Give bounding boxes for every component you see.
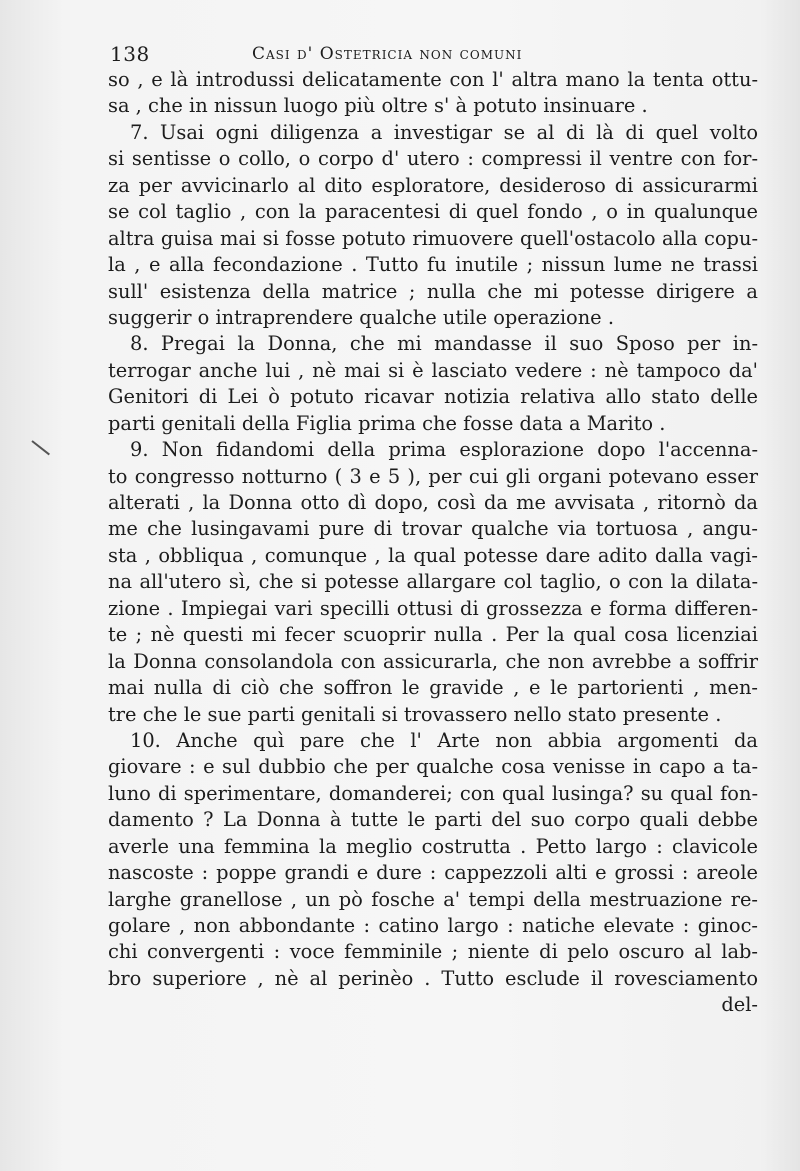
text-line: to congresso notturno ( 3 e 5 ), per cui gli organi potevano esser [108, 464, 758, 488]
text-line: 7. Usai ogni diligenza a investigar se al di là di quel volto [130, 120, 758, 144]
margin-mark [31, 440, 50, 455]
text-line: nascoste : poppe grandi e dure : cappezzoli alti e grossi : areole [108, 861, 758, 885]
text-line: la , e alla fecondazione . Tutto fu inutile ; nissun lume ne trassi [108, 253, 758, 277]
text-line: na all'utero sì, che si potesse allargare col taglio, o con la dilata- [108, 570, 758, 594]
text-line: mai nulla di ciò che soffron le gravide , e le partorienti , men- [108, 676, 758, 700]
text-line: se col taglio , con la paracentesi di quel fondo , o in qualunque [108, 200, 758, 224]
text-line: giovare : e sul dubbio che per qualche cosa venisse in capo a ta- [108, 755, 758, 779]
page-header [110, 42, 730, 64]
text-line: golare , non abbondante : catino largo : natiche elevate : ginoc- [108, 914, 758, 937]
text-line: 9. Non fidandomi della prima esplorazione dopo l'accenna- [130, 438, 758, 462]
text-line: so , e là introdussi delicatamente con l' altra mano la tenta ottu- [108, 68, 758, 91]
page-number: 138 [110, 42, 150, 66]
text-line: me che lusingavami pure di trovar qualche via tortuosa , angu- [108, 517, 758, 541]
body-text [108, 67, 758, 1019]
text-line: sull' esistenza della matrice ; nulla che mi potesse dirigere a [108, 279, 758, 303]
text-line: averle una femmina la meglio costrutta . Petto largo : clavicole [108, 834, 758, 858]
text-line: bro superiore , nè al perinèo . Tutto esclude il rovesciamento [108, 966, 758, 990]
text-line: Genitori di Lei ò potuto ricavar notizia relativa allo stato delle [108, 385, 758, 409]
text-line: sta , obbliqua , comunque , la qual potesse dare adito dalla vagi- [108, 543, 758, 567]
text-line: luno di sperimentare, domanderei; con qual lusinga? su qual fon- [108, 781, 758, 805]
text-line: zione . Impiegai vari specilli ottusi di grossezza e forma differen- [108, 596, 758, 620]
text-line: parti genitali della Figlia prima che fosse data a Marito . [108, 411, 666, 435]
catchword: del- [721, 993, 758, 1017]
text-line: tre che le sue parti genitali si trovassero nello stato presente . [108, 702, 722, 726]
text-line: larghe granellose , un pò fosche a' tempi della mestruazione re- [108, 887, 758, 911]
text-line: chi convergenti : voce femminile ; niente di pelo oscuro al lab- [108, 940, 758, 964]
text-line: 8. Pregai la Donna, che mi mandasse il suo Sposo per in- [130, 332, 758, 356]
text-line: te ; nè questi mi fecer scuoprir nulla . Per la qual cosa licenziai [108, 623, 758, 647]
text-line: alterati , la Donna otto dì dopo, così da me avvisata , ritornò da [108, 491, 758, 514]
text-line: la Donna consolandola con assicurarla, che non avrebbe a soffrir [108, 649, 758, 673]
text-line: 10. Anche quì pare che l' Arte non abbia argomenti da [130, 728, 758, 752]
running-head: Casi d' Ostetricia non comuni [252, 44, 523, 64]
text-line: sa , che in nissun luogo più oltre s' à potuto insinuare . [108, 94, 648, 118]
text-line: suggerir o intraprendere qualche utile operazione . [108, 305, 614, 329]
text-line: za per avvicinarlo al dito esploratore, desideroso di assicurarmi [108, 173, 758, 197]
text-line: terrogar anche lui , nè mai si è lasciato vedere : nè tampoco da' [108, 358, 758, 382]
text-line: altra guisa mai si fosse potuto rimuovere quell'ostacolo alla copu- [108, 226, 758, 250]
text-line: damento ? La Donna à tutte le parti del suo corpo quali debbe [108, 808, 758, 832]
text-line: si sentisse o collo, o corpo d' utero : compressi il ventre con for- [108, 147, 758, 171]
